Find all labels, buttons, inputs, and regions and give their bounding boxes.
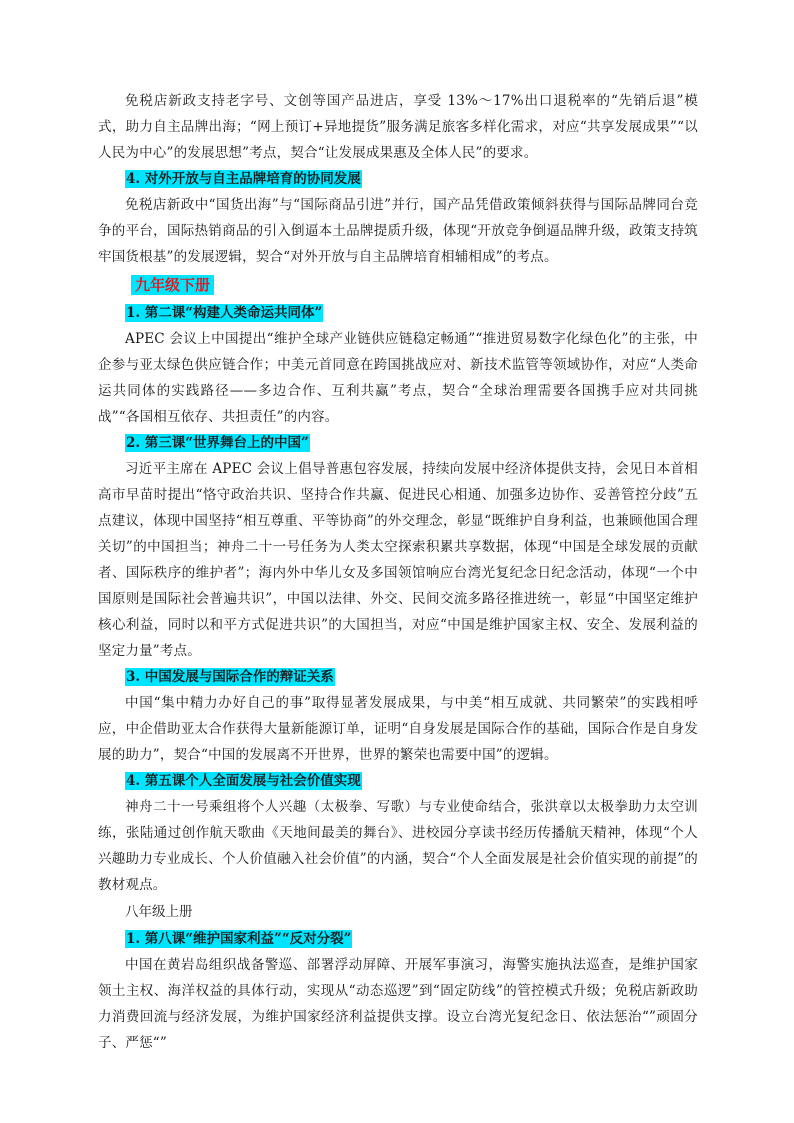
paragraph-apec: APEC 会议上中国提出“维护全球产业链供应链稳定畅通”“推进贸易数字化绿色化”的主张，中企参与亚太绿色供应链合作；中美元首同意在跨国挑战应对、新技术监管等领域协作，对应“人类命运共同体的实践路径——多边合作、互利共赢”考点，契合“全球治理需要各国携手应对共同挑战”“各国相互依存、共担责任”的内容。	[98, 331, 698, 425]
grade-heading-8-upper: 八年级上册	[125, 904, 193, 920]
heading-highlight: 4. 第五课个人全面发展与社会价值实现	[126, 773, 361, 789]
heading-highlight: 3. 中国发展与国际合作的辩证关系	[126, 669, 334, 685]
paragraph-national-interest: 中国在黄岩岛组织战备警巡、部署浮动屏障、开展军事演习，海警实施执法巡查，是维护国家领土主权、海洋权益的具体行动，实现从“动态巡逻”到“固定防线”的管控模式升级；免税店新政助力消费回流与经济发展，为维护国家经济利益提供支撑。设立台湾光复纪念日、依法惩治“”顽固分子、严惩“”	[98, 957, 698, 1051]
heading-highlight: 4. 对外开放与自主品牌培育的协同发展	[126, 171, 361, 187]
section-heading-4	[98, 166, 698, 192]
heading-highlight: 1. 第二课“构建人类命运共同体”	[126, 305, 323, 321]
grade-heading-9-lower	[98, 270, 698, 300]
heading-highlight: 1. 第八课“维护国家利益”“反对分裂”	[126, 931, 352, 947]
paragraph-development-cooperation: 中国“集中精力办好自己的事”取得显著发展成果，与中美“相互成就、共同繁荣”的实践相呼应，中企借助亚太合作获得大量新能源订单，证明“自身发展是国际合作的基础，国际合作是自身发展的助力”，契合“中国的发展离不开世界，世界的繁荣也需要中国”的逻辑。	[98, 695, 698, 763]
lesson-heading-8	[98, 926, 698, 952]
lesson-heading-5	[98, 768, 698, 794]
grade-highlight: 九年级下册	[131, 275, 214, 295]
paragraph-opening-up: 免税店新政中“国货出海”与“国际商品引进”并行，国产品凭借政策倾斜获得与国际品牌同台竞争的平台，国际热销商品的引入倒逼本土品牌提质升级，体现“开放竞争倒逼品牌升级，政策支持筑牢国货根基”的发展逻辑，契合“对外开放与自主品牌培育相辅相成”的考点。	[98, 197, 698, 265]
lesson-heading-2	[98, 300, 698, 326]
paragraph-duty-free-brands: 免税店新政支持老字号、文创等国产品进店，享受 13%～17%出口退税率的“先销后退”模式，助力自主品牌出海；“网上预订+异地提货”服务满足旅客多样化需求，对应“共享发展成果”“以人民为中心”的发展思想”考点，契合“让发展成果惠及全体人民”的要求。	[98, 93, 698, 161]
heading-highlight: 2. 第三课“世界舞台上的中国”	[126, 435, 309, 451]
lesson-heading-3	[98, 430, 698, 456]
paragraph-china-world-stage: 习近平主席在 APEC 会议上倡导普惠包容发展，持续向发展中经济体提供支持，会见日本首相高市早苗时提出“恪守政治共识、坚持合作共赢、促进民心相通、加强多边协作、妥善管控分歧”五点建议，体现中国坚持“相互尊重、平等协商”的外交理念，彰显“既维护自身利益，也兼顾他国合理关切”的中国担当；神舟二十一号任务为人类太空探索积累共享数据，体现“中国是全球发展的贡献者、国际秩序的维护者”；海内外中华儿女及多国领馆响应台湾光复纪念日纪念活动，体现“一个中国原则是国际社会普遍共识”，中国以法律、外交、民间交流多路径推进统一，彰显“中国坚定维护核心利益，同时以和平方式促进共识”的大国担当，对应“中国是维护国家主权、安全、发展利益的坚定力量”考点。	[98, 461, 698, 659]
paragraph-shenzhou: 神舟二十一号乘组将个人兴趣（太极拳、写歌）与专业使命结合，张洪章以太极拳助力太空训练，张陆通过创作航天歌曲《天地间最美的舞台》、进校园分享读书经历传播航天精神，体现“个人兴趣助力专业成长、个人价值融入社会价值”的内涵，契合“个人全面发展是社会价值实现的前提”的教材观点。	[98, 799, 698, 893]
section-heading-3	[98, 664, 698, 690]
